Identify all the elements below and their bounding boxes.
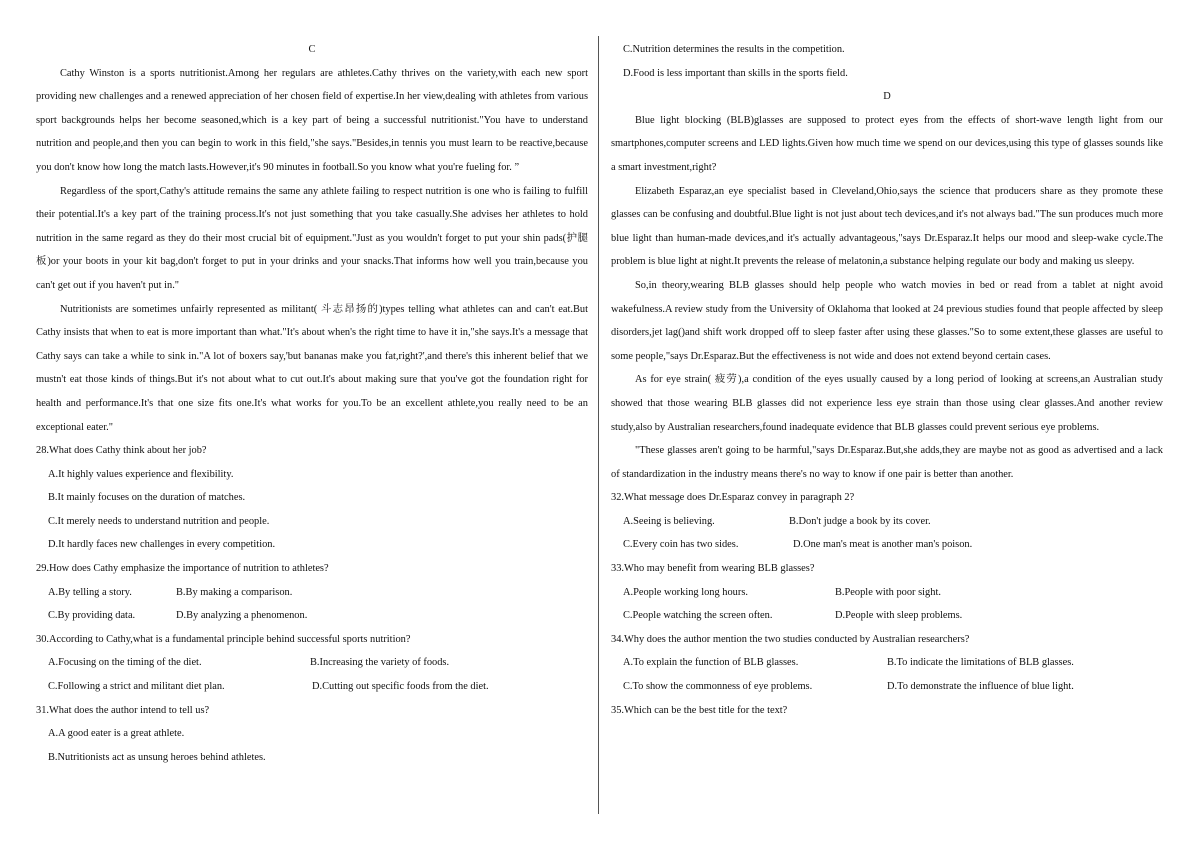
passage-d-paragraph-4: As for eye strain( 疲劳),a condition of the eyes usually caused by a long period of looking at screens,an Australian study showed that those wearing BLB glasses did not experience less eye strain than those using clear glasses.And another review study,also by Australian researchers,found inadequate evidence that BLB glasses could prevent serious eye problems.: [611, 374, 1163, 433]
question-33-options-row-2: [611, 604, 1163, 628]
question-32-option-b: B.Don't judge a book by its cover.: [789, 515, 931, 527]
question-32-stem: 32.What message does Dr.Esparaz convey in paragraph 2?: [611, 492, 855, 504]
question-33-option-c: C.People watching the screen often.: [623, 610, 773, 622]
passage-c-paragraph-2: Regardless of the sport,Cathy's attitude remains the same any athlete failing to respect nutrition is one who is failing to fulfill their potential.It's a key part of the training process.It's not just something that you take casually.She advises her athletes to hold nutrition in the same regard as they do their most crucial bit of equipment."Just as you wouldn't forget to put your shin pads(护腿板)or your boots in your kit bag,don't forget to put in your drinks and your snacks.That informs how well you train,because you can't get out if you haven't put in.": [36, 185, 588, 291]
question-33-stem: 33.Who may benefit from wearing BLB glasses?: [611, 563, 815, 575]
question-32-option-d: D.One man's meat is another man's poison.: [793, 539, 973, 551]
section-heading-d: D: [883, 91, 891, 103]
question-34-option-d: D.To demonstrate the influence of blue light.: [887, 681, 1074, 693]
question-34-stem: 34.Why does the author mention the two studies conducted by Australian researchers?: [611, 633, 970, 645]
question-28-option-c: C.It merely needs to understand nutrition and people.: [48, 515, 270, 527]
question-30-option-b: B.Increasing the variety of foods.: [310, 657, 450, 669]
passage-d-paragraph-5: "These glasses aren't going to be harmful,"says Dr.Esparaz.But,she adds,they are maybe not as good as advertised and a lack of standardization in the industry means there's no way to know if one pair is better than another.: [611, 445, 1163, 480]
question-32-options-row-2: [611, 533, 1163, 557]
question-29-options-row-2: [36, 604, 588, 628]
column-divider: [598, 36, 599, 814]
passage-d-paragraph-2: Elizabeth Esparaz,an eye specialist based in Cleveland,Ohio,says the science that producers share as they promote these glasses can be confusing and doubtful.Blue light is not just about tech devices,and it's not always bad."The sun produces much more blue light than human-made devices,and it's actually advantageous,"says Dr.Esparaz.It helps our mood and sleep-wake cycle.The problem is blue light at night.It prevents the release of melatonin,a substance helping regulate our body and making us sleepy.: [611, 185, 1163, 268]
question-31-option-d: D.Food is less important than skills in the sports field.: [623, 67, 848, 79]
question-29-stem: 29.How does Cathy emphasize the importance of nutrition to athletes?: [36, 563, 329, 575]
passage-c-paragraph-1: Cathy Winston is a sports nutritionist.Among her regulars are athletes.Cathy thrives on the variety,with each new sport providing new challenges and a renewed appreciation of her chosen field of expertise.In her view,dealing with athletes from various sport backgrounds helps her become seasoned,which is a key part of being a successful nutritionist."You have to understand nutrition and people,and then you can begin to work in this field,"she says."Besides,in tennis you must learn to be reactive,because you don't know how long the match lasts.However,it's 90 minutes in football.So you know what you're fueling for. ”: [36, 67, 588, 173]
question-34-option-a: A.To explain the function of BLB glasses.: [623, 657, 799, 669]
question-28-option-d: D.It hardly faces new challenges in every competition.: [48, 539, 276, 551]
question-28-stem: 28.What does Cathy think about her job?: [36, 445, 207, 457]
question-33-option-a: A.People working long hours.: [623, 586, 748, 598]
question-34-options-row-2: [611, 675, 1163, 699]
question-29-option-d: D.By analyzing a phenomenon.: [176, 610, 308, 622]
question-29-option-a: A.By telling a story.: [48, 586, 132, 598]
question-34-options-row-1: [611, 651, 1163, 675]
question-28-option-b: B.It mainly focuses on the duration of matches.: [48, 492, 246, 504]
question-33-option-b: B.People with poor sight.: [835, 586, 941, 598]
question-33-option-d: D.People with sleep problems.: [835, 610, 963, 622]
question-30-option-a: A.Focusing on the timing of the diet.: [48, 657, 202, 669]
question-33-options-row-1: [611, 581, 1163, 605]
question-34-option-b: B.To indicate the limitations of BLB glasses.: [887, 657, 1074, 669]
right-column: [611, 38, 1163, 722]
question-30-options-row-1: [36, 651, 588, 675]
question-31-option-b: B.Nutritionists act as unsung heroes behind athletes.: [48, 751, 266, 763]
question-34-option-c: C.To show the commonness of eye problems.: [623, 681, 813, 693]
question-29-option-c: C.By providing data.: [48, 610, 136, 622]
question-32-option-c: C.Every coin has two sides.: [623, 539, 739, 551]
question-30-stem: 30.According to Cathy,what is a fundamental principle behind successful sports nutrition?: [36, 633, 411, 645]
question-31-option-c: C.Nutrition determines the results in the competition.: [623, 44, 845, 55]
question-31-option-a: A.A good eater is a great athlete.: [48, 728, 185, 740]
question-31-stem: 31.What does the author intend to tell us?: [36, 704, 210, 716]
question-29-options-row-1: [36, 581, 588, 605]
left-column: [36, 38, 588, 769]
question-32-options-row-1: [611, 510, 1163, 534]
question-32-option-a: A.Seeing is believing.: [623, 515, 715, 527]
passage-d-paragraph-1: Blue light blocking (BLB)glasses are supposed to protect eyes from the effects of short-wave length light from our smartphones,computer screens and LED lights.Given how much time we spend on our devices,using this type of glasses sounds like a smart investment,right?: [611, 114, 1163, 173]
passage-d-paragraph-3: So,in theory,wearing BLB glasses should help people who watch movies in bed or read from a tablet at night avoid wakefulness.A review study from the University of Oklahoma that looked at 24 previous studies found that people affected by sleep disorders,jet lag()and shift work dropped off to sleep faster after using these glasses."So to some extent,these glasses are useful to some people,"says Dr.Esparaz.But the effectiveness is not wide and does not extend beyond certain cases.: [611, 279, 1163, 362]
question-30-option-c: C.Following a strict and militant diet plan.: [48, 681, 225, 693]
question-35-stem: 35.Which can be the best title for the text?: [611, 704, 788, 716]
section-heading-c: C: [308, 44, 316, 55]
question-30-option-d: D.Cutting out specific foods from the diet.: [312, 681, 489, 693]
question-28-option-a: A.It highly values experience and flexibility.: [48, 468, 234, 480]
question-30-options-row-2: [36, 675, 588, 699]
question-29-option-b: B.By making a comparison.: [176, 586, 293, 598]
passage-c-paragraph-3: Nutritionists are sometimes unfairly represented as militant( 斗志昂扬的)types telling what athletes can and can't eat.But Cathy insists that when to eat is more important than what."It's about when's the right time to have it in,"she says.It's a message that Cathy says can take a while to sink in."A lot of boxers say,'but bananas make you fat,right?',and there's this inherent belief that we mustn't eat those kinds of things.But it's not about what to cut out.It's about making sure that you've got the foundation right for health and performance.It's that one size fits one.It's what works for you.To be an excellent athlete,you really need to be an exceptional eater.": [36, 303, 588, 433]
